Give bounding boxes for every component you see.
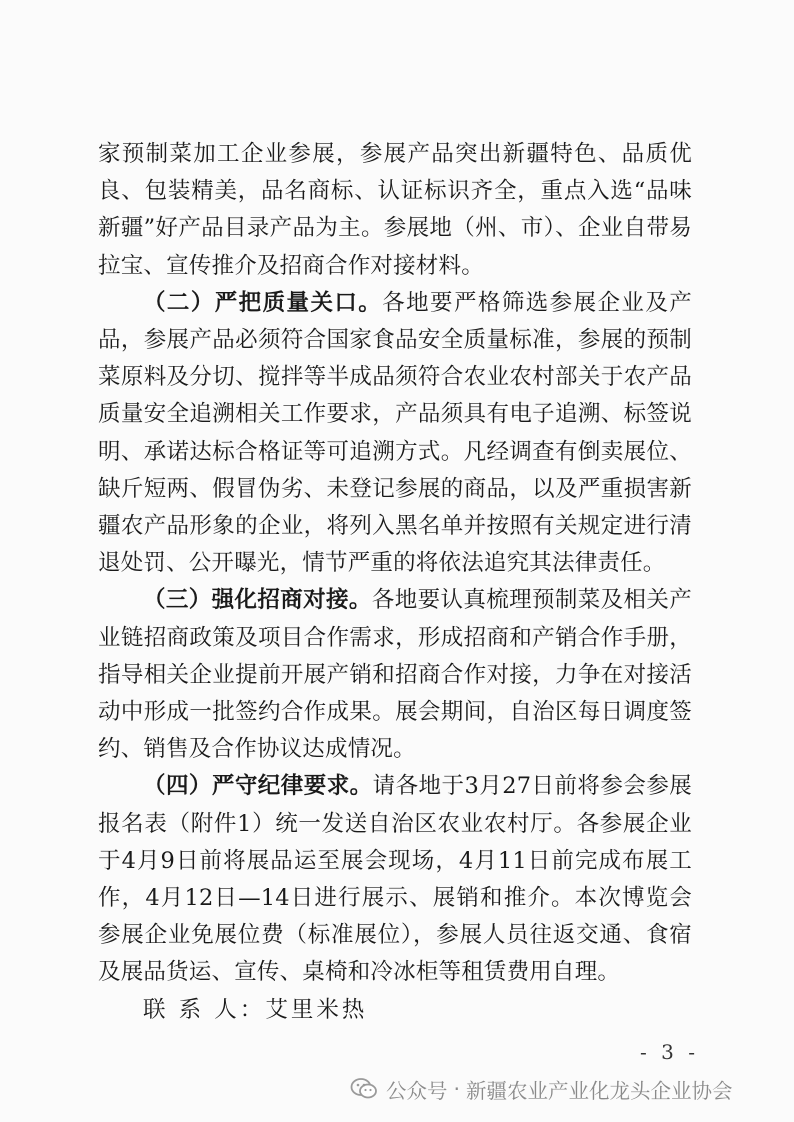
paragraph-continued: [98, 136, 692, 285]
document-body: [98, 136, 692, 1029]
watermark-prefix: 公众号: [386, 1079, 448, 1103]
contact-label: 联 系 人：: [143, 996, 266, 1023]
wechat-official-account-icon: [350, 1077, 378, 1101]
section-discipline-body: 请各地于3月27日前将参会参展报名表（附件1）统一发送自治区农业农村厅。各参展企业于4月9日前将展品运至展会现场，4月11日前完成布展工作，4月12日—14日进行展示、展销和推介。本次博览会参展企业免展位费（标准展位），参展人员往返交通、食宿及展品货运、宣传、桌椅和冷冰柜等租赁费用自理。: [98, 773, 692, 986]
watermark-account-name: 新疆农业产业化龙头企业协会: [466, 1079, 733, 1103]
contact-line: [98, 992, 692, 1029]
section-investment-matching-body: 各地要认真梳理预制菜及相关产业链招商政策及项目合作需求，形成招商和产销合作手册，指导相关企业提前开展产销和招商合作对接，力争在对接活动中形成一批签约合作成果。展会期间，自治区每日调度签约、销售及合作协议达成情况。: [98, 587, 692, 763]
section-discipline: [98, 768, 692, 991]
section-quality-control: [98, 285, 692, 583]
section-investment-matching: [98, 582, 692, 768]
section-quality-control-heading: （二）严把质量关口。: [143, 289, 383, 316]
section-quality-control-body: 各地要严格筛选参展企业及产品，参展产品必须符合国家食品安全质量标准，参展的预制菜原料及分切、搅拌等半成品须符合农业农村部关于农产品质量安全追溯相关工作要求，产品须具有电子追溯、标签说明、承诺达标合格证等可追溯方式。凡经调查有倒卖展位、缺斤短两、假冒伪劣、未登记参展的商品，以及严重损害新疆农产品形象的企业，将列入黑名单并按照有关规定进行清退处罚、公开曝光，情节严重的将依法追究其法律责任。: [98, 289, 692, 577]
watermark: [350, 1074, 733, 1104]
contact-name: 艾里米热: [265, 996, 368, 1023]
section-discipline-heading: （四）严守纪律要求。: [143, 773, 373, 800]
section-investment-matching-heading: （三）强化招商对接。: [143, 587, 372, 614]
page-number: - 3 -: [640, 1040, 699, 1064]
paragraph-continued-text: 家预制菜加工企业参展，参展产品突出新疆特色、品质优良、包装精美，品名商标、认证标识齐全，重点入选“品味新疆”好产品目录产品为主。参展地（州、市）、企业自带易拉宝、宣传推介及招商合作对接材料。: [98, 141, 692, 279]
watermark-separator: ·: [453, 1077, 461, 1101]
